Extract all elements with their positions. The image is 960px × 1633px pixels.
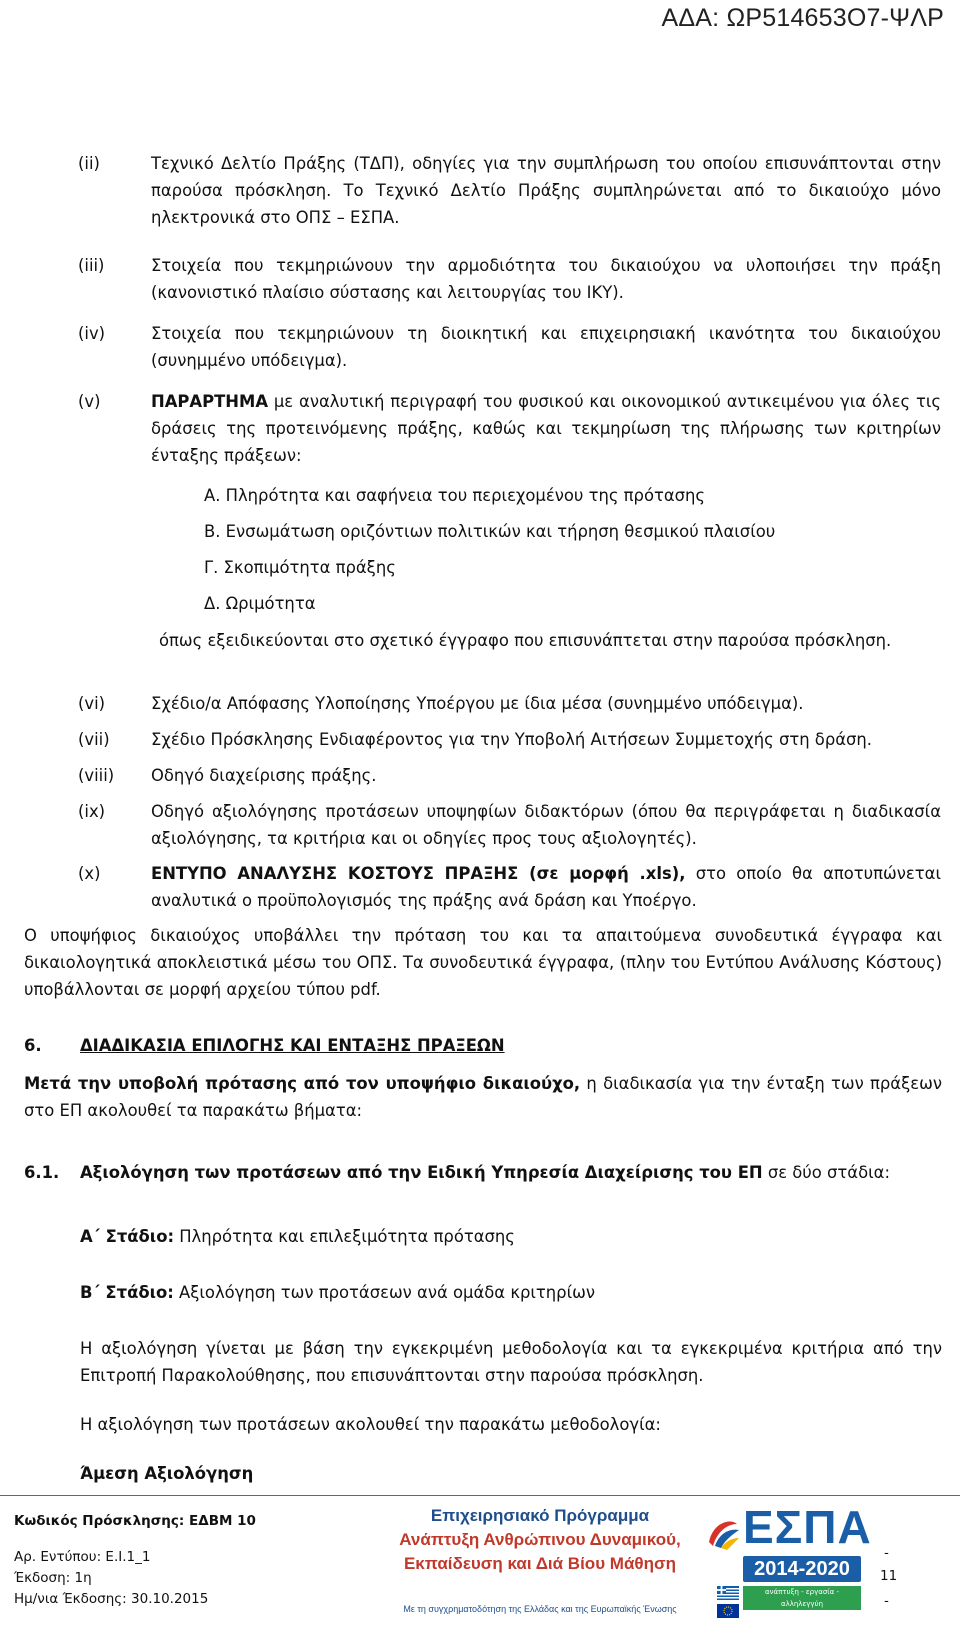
annex-text: με αναλυτική περιγραφή του φυσικού και οικονομικού αντικειμένου για όλες τις δράσεις της προτεινόμενης πράξης, καθώς και τεκμηρίωση της πλήρωσης των κριτηρίων ένταξης πράξεων: <box>151 392 941 465</box>
section-6-intro-bold: Μετά την υποβολή πρότασης από τον υποψήφιο δικαιούχο, <box>24 1074 581 1093</box>
criterion-d: Δ. Ωριμότητα <box>204 594 316 613</box>
list-item-text <box>151 860 941 914</box>
stage-a <box>80 1223 515 1250</box>
criteria-note: όπως εξειδικεύονται στο σχετικό έγγραφο που επισυνάπτεται στην παρούσα πρόσκληση. <box>159 631 892 650</box>
list-item-text: Σχέδιο Πρόσκλησης Ενδιαφέροντος για την Υποβολή Αιτήσεων Συμμετοχής στη δράση. <box>151 730 873 749</box>
espa-emblem-icon <box>703 1512 743 1552</box>
program-line-1: Επιχειρησιακό Πρόγραμμα <box>430 1506 650 1525</box>
espa-slogan: ανάπτυξη - εργασία - αλληλεγγύη <box>743 1586 861 1610</box>
espa-wordmark: ΕΣΠΑ <box>743 1501 872 1553</box>
evaluation-paragraph: Η αξιολόγηση γίνεται με βάση την εγκεκριμένη μεθοδολογία και τα εγκεκριμένα κριτήρια από την Επιτροπή Παρακολούθησης, που επισυνάπτονται στην παρούσα πρόσκληση. <box>80 1339 942 1385</box>
espa-years: 2014-2020 <box>743 1556 861 1582</box>
list-item-text: Οδηγό αξιολόγησης προτάσεων υποψηφίων διδακτόρων (όπου θα περιγράφεται η διαδικασία αξιολόγησης, τα κριτήρια και οι οδηγίες προς τους αξιολογητές). <box>151 802 941 848</box>
list-label: (x) <box>78 864 101 883</box>
edition-date: Ημ/νια Έκδοσης: 30.10.2015 <box>14 1591 209 1607</box>
methodology-intro: Η αξιολόγηση των προτάσεων ακολουθεί την παρακάτω μεθοδολογία: <box>80 1415 661 1434</box>
criterion-b: Β. Ενσωμάτωση οριζόντιων πολιτικών και τήρηση θεσμικού πλαισίου <box>204 522 776 541</box>
page-number: 11 <box>880 1568 898 1584</box>
call-code: Κωδικός Πρόσκλησης: ΕΔΒΜ 10 <box>14 1513 256 1529</box>
list-item-text: Στοιχεία που τεκμηριώνουν τη διοικητική και επιχειρησιακή ικανότητα του δικαιούχου (συνημμένο υπόδειγμα). <box>151 324 941 370</box>
cost-form-bold: ΕΝΤΥΠΟ ΑΝΑΛΥΣΗΣ ΚΟΣΤΟΥΣ ΠΡΑΞΗΣ (σε μορφή .xls), <box>151 864 686 883</box>
list-item-text <box>151 388 941 469</box>
eu-flag-icon <box>717 1604 739 1618</box>
list-label: (iii) <box>78 256 105 275</box>
list-label: (vii) <box>78 730 110 749</box>
stage-b-label: Β΄ Στάδιο: <box>80 1283 174 1302</box>
cost-form-text: στο οποίο θα αποτυπώνεται αναλυτικά ο προϋπολογισμός της πράξης ανά δράση και Υποέργο. <box>151 864 941 910</box>
program-line-3: Εκπαίδευση και Διά Βίου Μάθηση <box>403 1554 677 1573</box>
section-6-intro-text: η διαδικασία για την ένταξη των πράξεων στο ΕΠ ακολουθεί τα παρακάτω βήματα: <box>24 1074 942 1120</box>
direct-evaluation-heading: Άμεση Αξιολόγηση <box>80 1464 254 1483</box>
list-label: (viii) <box>78 766 115 785</box>
list-item-text: Σχέδιο/α Απόφασης Υλοποίησης Υποέργου με ίδια μέσα (συνημμένο υπόδειγμα). <box>151 694 804 713</box>
annex-bold: ΠΑΡΑΡΤΗΜΑ <box>151 392 269 411</box>
list-label: (ii) <box>78 154 100 173</box>
program-line-2: Ανάπτυξη Ανθρώπινου Δυναμικού, <box>399 1530 681 1549</box>
greek-flag-icon <box>717 1586 739 1600</box>
section-6-intro <box>24 1070 942 1124</box>
list-label: (vi) <box>78 694 106 713</box>
section-61-title-rest: σε δύο στάδια: <box>762 1163 890 1182</box>
list-item-text: Στοιχεία που τεκμηριώνουν την αρμοδιότητα του δικαιούχου να υλοποιήσει την πράξη (κανονιστικό πλαίσιο σύστασης και λειτουργίας του ΙΚΥ). <box>151 256 941 302</box>
section-61-number: 6.1. <box>24 1163 60 1182</box>
edition: Έκδοση: 1η <box>14 1570 92 1586</box>
section-6-title: ΔΙΑΔΙΚΑΣΙΑ ΕΠΙΛΟΓΗΣ ΚΑΙ ΕΝΤΑΞΗΣ ΠΡΑΞΕΩΝ <box>80 1036 505 1055</box>
section-61-title-bold: Αξιολόγηση των προτάσεων από την Ειδική Υπηρεσία Διαχείρισης του ΕΠ <box>80 1163 763 1182</box>
list-item-text: Οδηγό διαχείρισης πράξης. <box>151 766 377 785</box>
page-dash-top: - <box>884 1545 889 1561</box>
list-item-text: Τεχνικό Δελτίο Πράξης (ΤΔΠ), οδηγίες για την συμπλήρωση του οποίου επισυνάπτονται στην παρούσα πρόσκληση. Το Τεχνικό Δελτίο Πράξης συμπληρώνεται από το δικαιούχο μόνο ηλεκτρονικά στο ΟΠΣ – ΕΣΠΑ. <box>151 154 941 227</box>
espa-logo <box>703 1500 872 1618</box>
list-label: (ix) <box>78 802 106 821</box>
page-dash-bottom: - <box>884 1593 889 1609</box>
list-label: (v) <box>78 392 101 411</box>
stage-b <box>80 1279 595 1306</box>
stage-a-text: Πληρότητα και επιλεξιμότητα πρότασης <box>174 1227 515 1246</box>
submission-paragraph: Ο υποψήφιος δικαιούχος υποβάλλει την πρόταση του και τα απαιτούμενα συνοδευτικά έγγραφα και δικαιολογητικά αποκλειστικά μέσω του ΟΠΣ. Τα συνοδευτικά έγγραφα, (πλην του Εντύπου Ανάλυσης Κόστους) υποβάλλονται σε μορφή αρχείου τύπου pdf. <box>24 926 942 999</box>
section-6-number: 6. <box>24 1036 42 1055</box>
section-61-title <box>80 1159 942 1186</box>
criterion-c: Γ. Σκοπιμότητα πράξης <box>204 558 396 577</box>
criterion-a: Α. Πληρότητα και σαφήνεια του περιεχομένου της πρότασης <box>204 486 706 505</box>
cofund-text: Με τη συγχρηματοδότηση της Ελλάδας και της Ευρωπαϊκής Ένωσης <box>403 1604 677 1614</box>
form-number: Αρ. Εντύπου: Ε.Ι.1_1 <box>14 1549 151 1565</box>
footer-divider <box>0 1495 960 1496</box>
ada-code: ΑΔΑ: ΩΡ514653Ο7-ΨΛΡ <box>661 4 944 32</box>
stage-b-text: Αξιολόγηση των προτάσεων ανά ομάδα κριτηρίων <box>173 1283 596 1302</box>
list-label: (iv) <box>78 324 106 343</box>
stage-a-label: Α΄ Στάδιο: <box>80 1227 175 1246</box>
